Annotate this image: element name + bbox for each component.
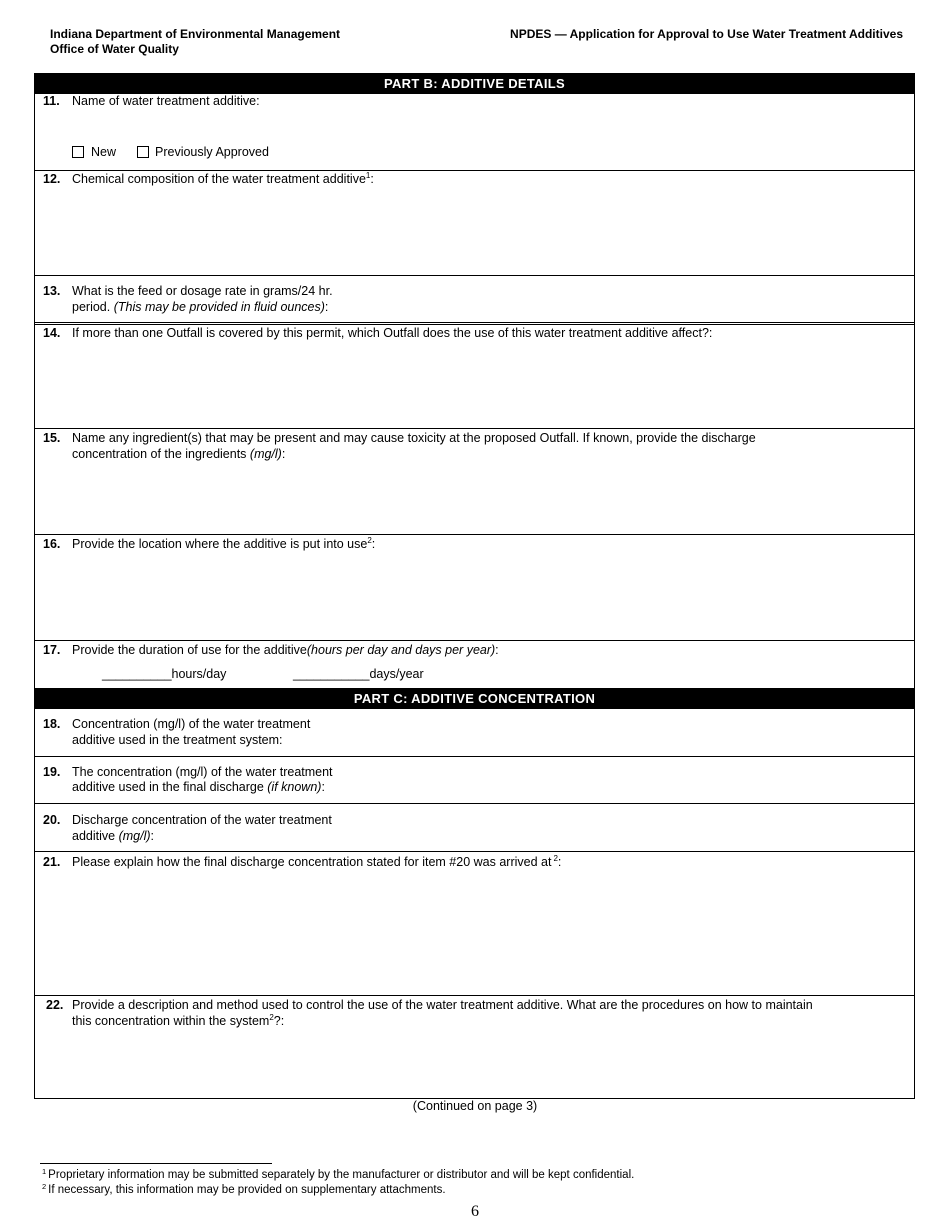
item-label: If more than one Outfall is covered by this permit, which Outfall does the use of this water treatment additive affect?: bbox=[72, 326, 713, 340]
agency-name: Indiana Department of Environmental Management bbox=[50, 27, 341, 41]
row-divider bbox=[34, 275, 915, 276]
item-number: 13. bbox=[43, 284, 61, 298]
row-divider bbox=[34, 756, 915, 757]
item-label: Provide the duration of use for the additive(hours per day and days per year): bbox=[72, 643, 499, 657]
page-number: 6 bbox=[471, 1203, 479, 1220]
form-frame bbox=[34, 73, 915, 1099]
part-b-heading: PART B: ADDITIVE DETAILS bbox=[34, 73, 915, 94]
continued-note: (Continued on page 3) bbox=[412, 1099, 538, 1113]
row-divider bbox=[34, 803, 915, 804]
checkbox-box[interactable] bbox=[137, 146, 149, 158]
item-label: Provide the location where the additive is put into use$^2$: bbox=[72, 536, 376, 551]
checkbox-new[interactable] bbox=[72, 145, 116, 159]
footnote-1: $^1$ Proprietary information may be submitted separately by the manufacturer or distributor and will be kept confidential. bbox=[42, 1167, 635, 1181]
item-number: 21. bbox=[43, 855, 61, 869]
part-c-heading: PART C: ADDITIVE CONCENTRATION bbox=[34, 688, 915, 709]
footnote-ref: 2 bbox=[367, 536, 372, 545]
checkbox-previously-approved[interactable] bbox=[137, 145, 269, 159]
item-number: 18. bbox=[43, 717, 61, 731]
row-divider bbox=[34, 534, 915, 535]
item-label-line1: What is the feed or dosage rate in grams/24 hr. bbox=[72, 284, 333, 298]
footnote-rule bbox=[40, 1163, 272, 1164]
row-divider bbox=[34, 851, 915, 852]
item-label-line2: additive used in the final discharge (if known): bbox=[72, 780, 325, 794]
item-label-line1: Concentration (mg/l) of the water treatment bbox=[72, 717, 311, 731]
item-number: 15. bbox=[43, 431, 61, 445]
item-label-line1: The concentration (mg/l) of the water treatment bbox=[72, 765, 333, 779]
checkbox-box[interactable] bbox=[72, 146, 84, 158]
footnote-ref: 1 bbox=[365, 171, 371, 180]
item-number: 22. bbox=[46, 998, 64, 1012]
row-divider bbox=[34, 995, 915, 996]
item-label-line2: this concentration within the system$^2$?: bbox=[72, 1013, 285, 1028]
item-number: 14. bbox=[43, 326, 61, 340]
office-name: Office of Water Quality bbox=[50, 42, 179, 56]
row-divider bbox=[34, 322, 915, 323]
footnote-ref: 2 bbox=[269, 1013, 274, 1022]
days-per-year-field[interactable]: ___________days/year bbox=[293, 667, 424, 681]
item-number: 16. bbox=[43, 537, 61, 551]
item-label: Chemical composition of the water treatment additive$^1$: bbox=[72, 171, 374, 186]
item-label-line2: additive used in the treatment system: bbox=[72, 733, 283, 747]
row-divider bbox=[34, 640, 915, 641]
item-number: 19. bbox=[43, 765, 61, 779]
item-number: 20. bbox=[43, 813, 61, 827]
item-label-line1: Provide a description and method used to control the use of the water treatment additive. What are the procedures on how to maintain bbox=[72, 998, 813, 1012]
item-label-line2: additive (mg/l): bbox=[72, 829, 154, 843]
row-divider bbox=[34, 428, 915, 429]
hours-per-day-field[interactable]: __________hours/day bbox=[102, 667, 227, 681]
item-label-line1: Name any ingredient(s) that may be present and may cause toxicity at the proposed Outfall. If known, provide the discharge bbox=[72, 431, 756, 445]
footnote-2: $^2$ If necessary, this information may be provided on supplementary attachments. bbox=[42, 1182, 446, 1196]
form-title: NPDES — Application for Approval to Use Water Treatment Additives bbox=[510, 27, 903, 41]
item-label: Please explain how the final discharge concentration stated for item #20 was arrived at $^2$: bbox=[72, 854, 562, 869]
item-label: Name of water treatment additive: bbox=[72, 94, 260, 108]
item-label-line1: Discharge concentration of the water treatment bbox=[72, 813, 332, 827]
item-label-line2: period. (This may be provided in fluid ounces): bbox=[72, 300, 329, 314]
checkbox-label: New bbox=[91, 145, 117, 159]
item-number: 12. bbox=[43, 172, 61, 186]
item-number: 11. bbox=[43, 94, 60, 108]
agency-header bbox=[50, 27, 340, 57]
item-number: 17. bbox=[43, 643, 61, 657]
checkbox-label: Previously Approved bbox=[155, 145, 269, 159]
item-label-line2: concentration of the ingredients (mg/l): bbox=[72, 447, 286, 461]
footnote-ref: 2 bbox=[553, 854, 558, 863]
